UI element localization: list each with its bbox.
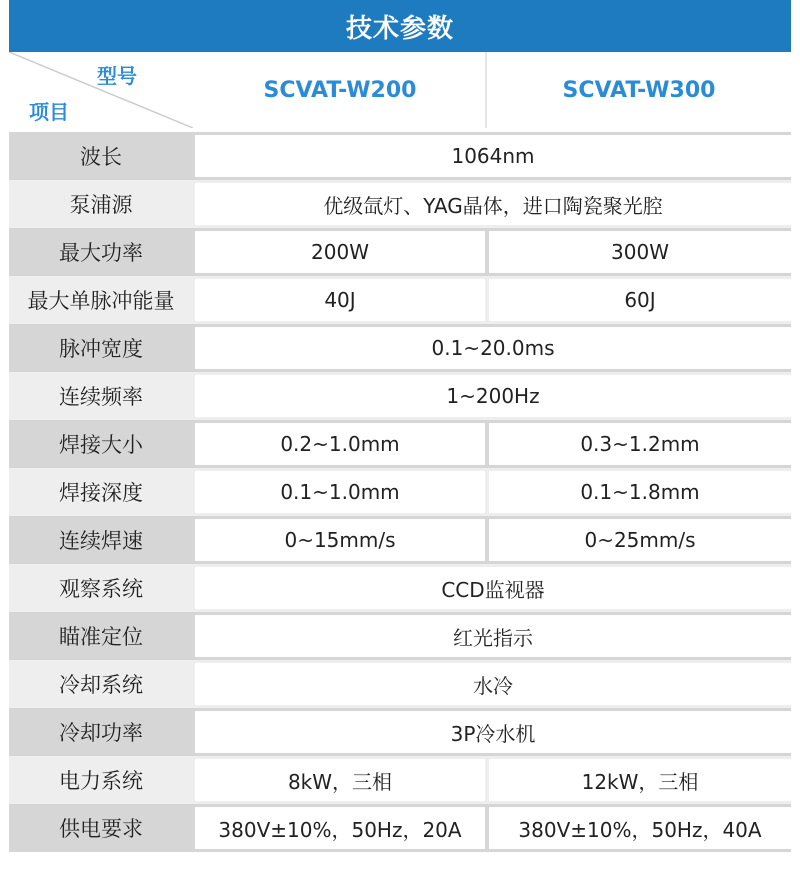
table-row bbox=[9, 276, 791, 324]
row-label: 冷却功率 bbox=[59, 721, 143, 745]
table-row bbox=[9, 708, 791, 756]
value-shared: 优级氙灯、YAG晶体，进口陶瓷聚光腔 bbox=[195, 183, 791, 225]
row-label: 连续焊速 bbox=[59, 529, 143, 553]
table-row bbox=[9, 516, 791, 564]
model-header-w300: SCVAT-W300 bbox=[487, 52, 791, 128]
value-w300: 0.3~1.2mm bbox=[489, 423, 791, 465]
row-label: 焊接深度 bbox=[59, 481, 143, 505]
value-shared: 水冷 bbox=[195, 663, 791, 705]
row-label: 脉冲宽度 bbox=[59, 337, 143, 361]
table-row bbox=[9, 804, 791, 852]
row-label: 连续频率 bbox=[59, 385, 143, 409]
table-row bbox=[9, 612, 791, 660]
value-w200: 8kW，三相 bbox=[195, 759, 485, 801]
table-row bbox=[9, 180, 791, 228]
corner-cell bbox=[9, 52, 193, 128]
row-label: 供电要求 bbox=[59, 817, 143, 841]
row-label: 最大单脉冲能量 bbox=[27, 289, 175, 313]
table-row bbox=[9, 468, 791, 516]
value-shared: CCD监视器 bbox=[195, 567, 791, 609]
row-label: 电力系统 bbox=[59, 769, 143, 793]
value-w200: 40J bbox=[195, 279, 485, 321]
model-label: 型号 bbox=[97, 64, 137, 88]
table-row bbox=[9, 660, 791, 708]
row-label: 冷却系统 bbox=[59, 673, 143, 697]
value-w300: 0.1~1.8mm bbox=[489, 471, 791, 513]
value-shared: 1~200Hz bbox=[195, 375, 791, 417]
row-label: 焊接大小 bbox=[59, 433, 143, 457]
item-label: 项目 bbox=[29, 100, 69, 124]
table-title: 技术参数 bbox=[9, 0, 791, 52]
value-w300: 380V±10%，50Hz，40A bbox=[489, 807, 791, 849]
value-shared: 1064nm bbox=[195, 135, 791, 177]
value-w300: 12kW，三相 bbox=[489, 759, 791, 801]
table-row bbox=[9, 756, 791, 804]
value-w300: 300W bbox=[489, 231, 791, 273]
value-w300: 0~25mm/s bbox=[489, 519, 791, 561]
table-row bbox=[9, 132, 791, 180]
row-label: 最大功率 bbox=[59, 241, 143, 265]
row-label: 泵浦源 bbox=[69, 193, 133, 217]
value-shared: 0.1~20.0ms bbox=[195, 327, 791, 369]
row-label: 观察系统 bbox=[59, 577, 143, 601]
row-label: 波长 bbox=[80, 145, 122, 169]
value-shared: 3P冷水机 bbox=[195, 711, 791, 753]
value-w200: 0~15mm/s bbox=[195, 519, 485, 561]
table-row bbox=[9, 324, 791, 372]
table-row bbox=[9, 420, 791, 468]
value-shared: 红光指示 bbox=[195, 615, 791, 657]
value-w200: 200W bbox=[195, 231, 485, 273]
value-w200: 0.1~1.0mm bbox=[195, 471, 485, 513]
model-header-w200: SCVAT-W200 bbox=[193, 52, 487, 128]
table-row bbox=[9, 564, 791, 612]
table-row bbox=[9, 228, 791, 276]
value-w200: 0.2~1.0mm bbox=[195, 423, 485, 465]
value-w200: 380V±10%，50Hz，20A bbox=[195, 807, 485, 849]
table-row bbox=[9, 372, 791, 420]
value-w300: 60J bbox=[489, 279, 791, 321]
header-row bbox=[9, 52, 791, 128]
row-label: 瞄准定位 bbox=[59, 625, 143, 649]
